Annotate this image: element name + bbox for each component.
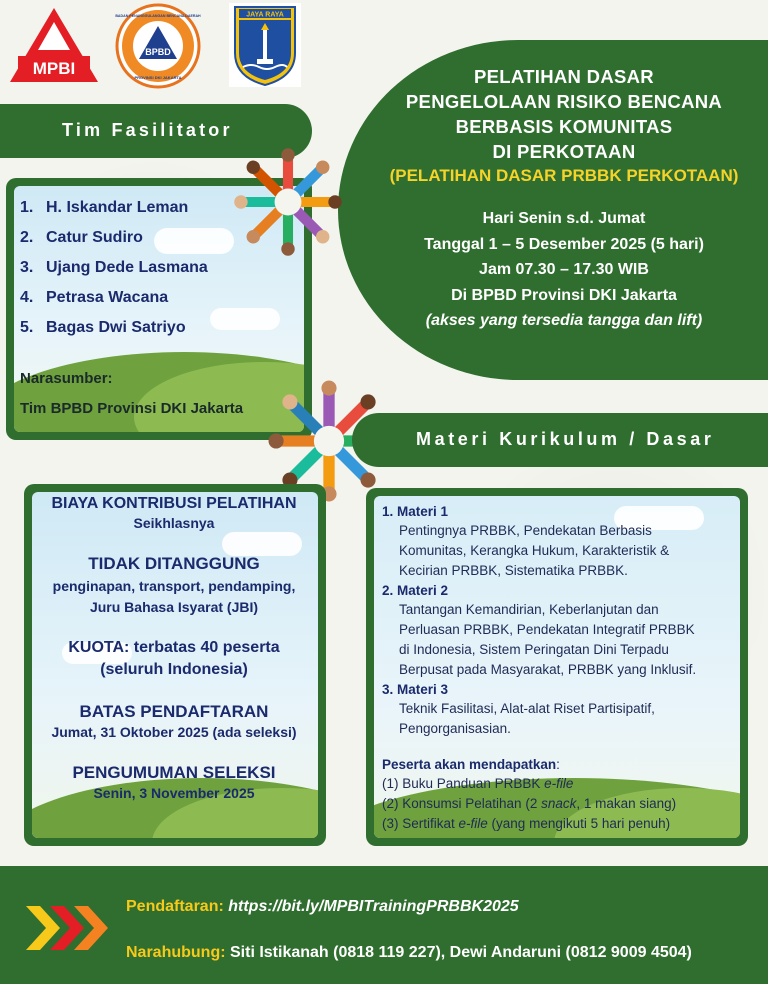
materi-3-title: 3. Materi 3 — [382, 682, 449, 697]
title-subtitle: (PELATIHAN DASAR PRBBK PERKOTAAN) — [389, 166, 739, 185]
peserta-item-3: (3) Sertifikat e-file (yang mengikuti 5 hari penuh) — [382, 816, 671, 831]
bpbd-logo — [115, 3, 201, 89]
list-item: 4. Petrasa Wacana — [20, 289, 169, 306]
materi-block — [382, 502, 742, 834]
materi-2-title: 2. Materi 2 — [382, 583, 449, 598]
schedule-access: (akses yang tersedia tangga dan lift) — [425, 312, 703, 329]
not-covered-heading: TIDAK DITANGGUNG — [88, 554, 260, 573]
peserta-item-1: (1) Buku Panduan PRBBK e-file — [382, 776, 574, 791]
contribution-value: Seikhlasnya — [133, 515, 215, 531]
quota-line-2: (seluruh Indonesia) — [100, 661, 248, 678]
facilitator-list — [20, 193, 208, 343]
title-line-1: PELATIHAN DASAR — [474, 66, 654, 87]
peserta-item-2: (2) Konsumsi Pelatihan (2 snack, 1 makan siang) — [382, 796, 677, 811]
materi-2-line: di Indonesia, Sistem Peringatan Dini Terpadu — [399, 642, 669, 657]
contact-value: Siti Istikanah (0818 119 227), Dewi Andaruni (0812 9009 4504) — [230, 944, 692, 961]
schedule-venue: Di BPBD Provinsi DKI Jakarta — [451, 286, 677, 304]
narasumber-label: Narasumber: — [20, 370, 113, 387]
bpbd-logo-text: BPBD — [145, 47, 171, 57]
schedule-date: Tanggal 1 – 5 Desember 2025 (5 hari) — [424, 235, 704, 253]
announcement-value: Senin, 3 November 2025 — [93, 785, 255, 801]
jakarta-logo — [229, 3, 301, 87]
registration-line — [126, 898, 519, 916]
facilitator-heading: Tim Fasilitator — [62, 120, 233, 140]
registration-label: Pendaftaran: — [126, 898, 224, 915]
deadline-heading: BATAS PENDAFTARAN — [79, 702, 269, 721]
peserta-label: Peserta akan mendapatkan: — [382, 757, 560, 772]
bpbd-ring-bottom: PROVINSI DKI JAKARTA — [134, 75, 182, 80]
materi-1-line: Komunitas, Kerangka Hukum, Karakteristik & — [399, 543, 670, 558]
mpbi-logo — [8, 6, 100, 84]
jakarta-logo-text: JAYA RAYA — [246, 11, 284, 19]
not-covered-line-2: Juru Bahasa Isyarat (JBI) — [89, 599, 259, 615]
list-item: 5. Bagas Dwi Satriyo — [20, 319, 186, 336]
title-line-4: DI PERKOTAAN — [492, 141, 636, 162]
not-covered-line-1: penginapan, transport, pendamping, — [52, 578, 296, 594]
registration-link[interactable]: https://bit.ly/MPBITrainingPRBBK2025 — [228, 898, 519, 915]
materi-heading: Materi Kurikulum / Dasar — [416, 429, 715, 449]
deadline-value: Jumat, 31 Oktober 2025 (ada seleksi) — [51, 724, 297, 740]
list-item: 2. Catur Sudiro — [20, 229, 143, 246]
materi-3-line: Pengorganisasian. — [399, 721, 511, 736]
materi-2-line: Tantangan Kemandirian, Keberlanjutan dan — [399, 602, 659, 617]
materi-2-line: Perluasan PRBBK, Pendekatan Integratif PRBBK — [399, 622, 695, 637]
footer — [0, 866, 768, 984]
narasumber-value: Tim BPBD Provinsi DKI Jakarta — [20, 400, 244, 417]
title-line-3: BERBASIS KOMUNITAS — [455, 116, 673, 137]
contact-label: Narahubung: — [126, 944, 226, 961]
schedule-days: Hari Senin s.d. Jumat — [482, 210, 646, 227]
list-item: 3. Ujang Dede Lasmana — [20, 259, 208, 276]
schedule-block — [360, 206, 768, 334]
schedule-time: Jam 07.30 – 17.30 WIB — [479, 261, 649, 278]
chevrons-icon — [26, 900, 110, 956]
biaya-block — [28, 494, 320, 803]
materi-1-title: 1. Materi 1 — [382, 504, 449, 519]
materi-1-line: Pentingnya PRBBK, Pendekatan Berbasis — [399, 523, 652, 538]
contribution-heading: BIAYA KONTRIBUSI PELATIHAN — [51, 495, 297, 512]
materi-3-line: Teknik Fasilitasi, Alat-alat Riset Partisipatif, — [399, 701, 655, 716]
list-item: 1. H. Iskandar Leman — [20, 199, 189, 216]
materi-1-line: Kecirian PRBBK, Sistematika PRBBK. — [399, 563, 628, 578]
title-line-2: PENGELOLAAN RISIKO BENCANA — [405, 91, 723, 112]
title-block — [360, 64, 768, 334]
quota-line-1: KUOTA: terbatas 40 peserta — [68, 639, 280, 656]
announcement-heading: PENGUMUMAN SELEKSI — [72, 763, 276, 782]
bpbd-ring-text: BADAN PENANGGULANGAN BENCANA DAERAH — [115, 14, 201, 18]
mpbi-logo-text: MPBI — [32, 59, 76, 78]
contact-line — [126, 944, 692, 962]
people-circle-illustration — [232, 146, 344, 258]
materi-2-line: Berpusat pada Masyarakat, PRBBK yang Inklusif. — [399, 662, 697, 677]
